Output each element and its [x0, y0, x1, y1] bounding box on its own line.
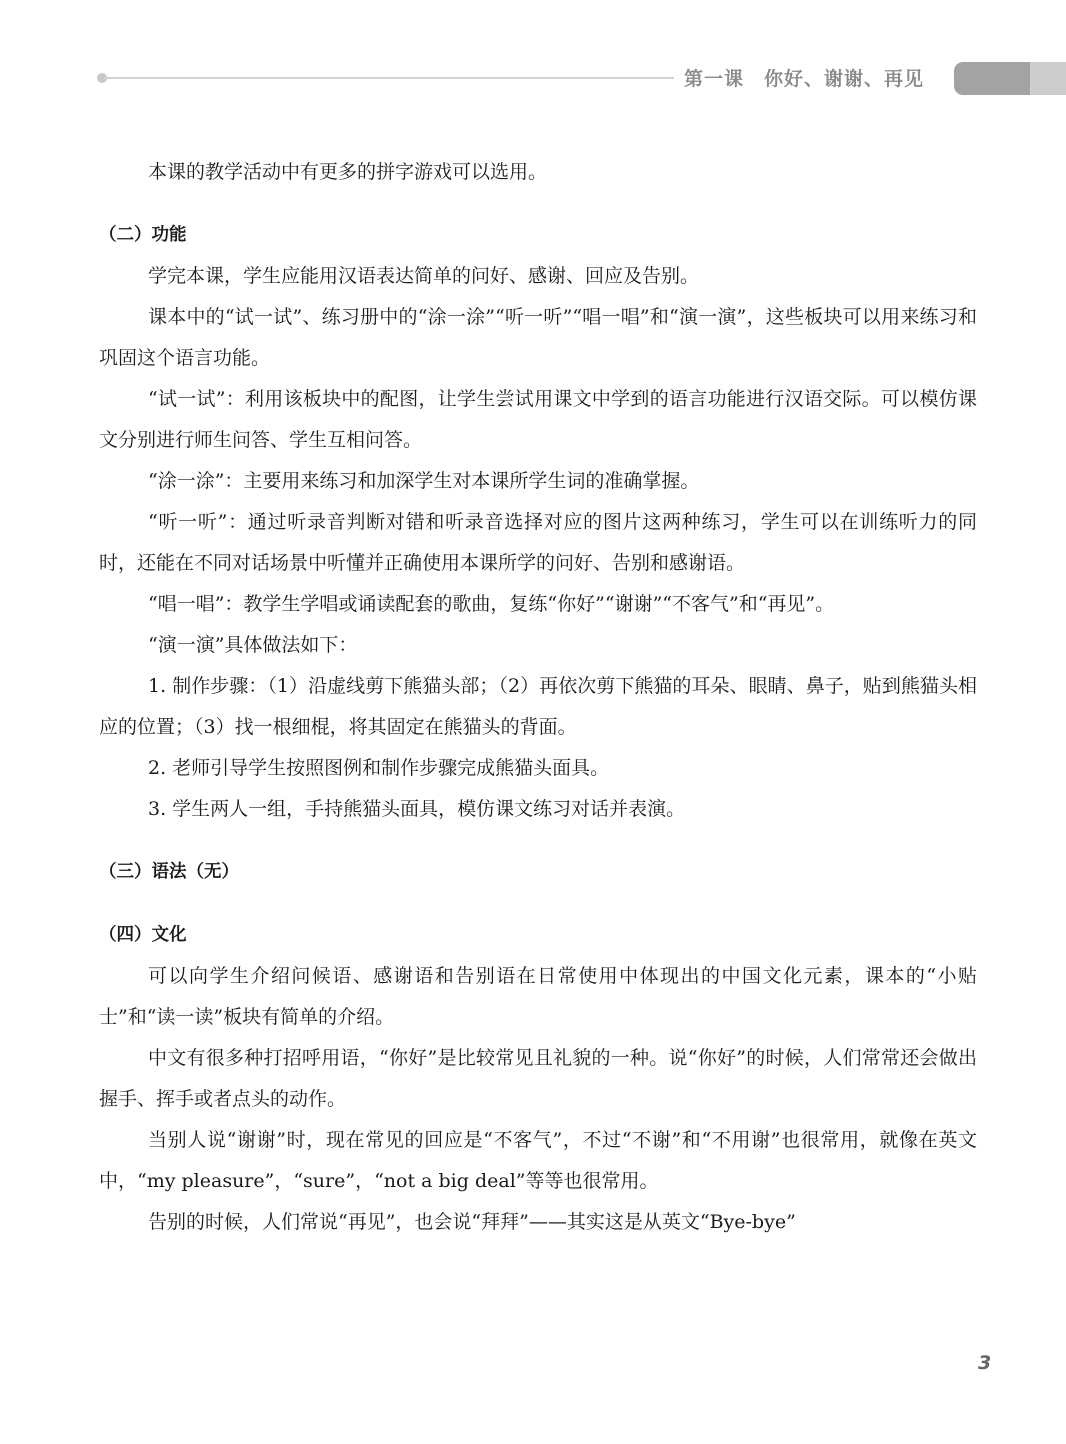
intro-paragraph: 本课的教学活动中有更多的拼字游戏可以选用。 [148, 161, 548, 183]
running-header-title: 第一课 你好、谢谢、再见 [684, 68, 925, 90]
header-tab-block [954, 62, 1032, 95]
paragraph: 可以向学生介绍问候语、感谢语和告别语在日常使用中体现出的中国文化元素，课本的“小贴士”和“读一读”板块有简单的介绍。 [99, 965, 977, 1028]
paragraph: 中文有很多种打招呼用语，“你好”是比较常见且礼貌的一种。说“你好”的时候，人们常常还会做出握手、挥手或者点头的动作。 [99, 1047, 977, 1110]
paragraph: 告别的时候，人们常说“再见”，也会说“拜拜”——其实这是从英文“Bye-bye” [148, 1211, 796, 1233]
list-item: 2. 老师引导学生按照图例和制作步骤完成熊猫头面具。 [148, 757, 610, 779]
section-heading-function: （二）功能 [99, 225, 187, 245]
paragraph: 学完本课，学生应能用汉语表达简单的问好、感谢、回应及告别。 [148, 265, 700, 287]
header-tab-edge [1030, 62, 1066, 95]
list-item: 3. 学生两人一组，手持熊猫头面具，模仿课文练习对话并表演。 [148, 798, 686, 820]
section-heading-culture: （四）文化 [99, 925, 187, 945]
list-item: 1. 制作步骤：（1）沿虚线剪下熊猫头部；（2）再依次剪下熊猫的耳朵、眼睛、鼻子，贴到熊猫头相应的位置；（3）找一根细棍，将其固定在熊猫头的背面。 [99, 675, 977, 738]
page-number: 3 [978, 1352, 992, 1374]
header-rule [104, 77, 674, 79]
section-heading-grammar: （三）语法（无） [99, 862, 239, 882]
paragraph: 当别人说“谢谢”时，现在常见的回应是“不客气”，不过“不谢”和“不用谢”也很常用，就像在英文中，“my pleasure”，“sure”，“not a big deal”等等也很常用。 [99, 1129, 977, 1192]
paragraph: “试一试”：利用该板块中的配图，让学生尝试用课文中学到的语言功能进行汉语交际。可以模仿课文分别进行师生问答、学生互相问答。 [99, 388, 977, 451]
paragraph: “演一演”具体做法如下： [148, 634, 358, 656]
paragraph: “涂一涂”：主要用来练习和加深学生对本课所学生词的准确掌握。 [148, 470, 700, 492]
page-body [99, 152, 977, 1243]
paragraph: 课本中的“试一试”、练习册中的“涂一涂”“听一听”“唱一唱”和“演一演”，这些板块可以用来练习和巩固这个语言功能。 [99, 306, 977, 369]
paragraph: “听一听”：通过听录音判断对错和听录音选择对应的图片这两种练习，学生可以在训练听力的同时，还能在不同对话场景中听懂并正确使用本课所学的问好、告别和感谢语。 [99, 511, 977, 574]
paragraph: “唱一唱”：教学生学唱或诵读配套的歌曲，复练“你好”“谢谢”“不客气”和“再见”。 [148, 593, 835, 615]
